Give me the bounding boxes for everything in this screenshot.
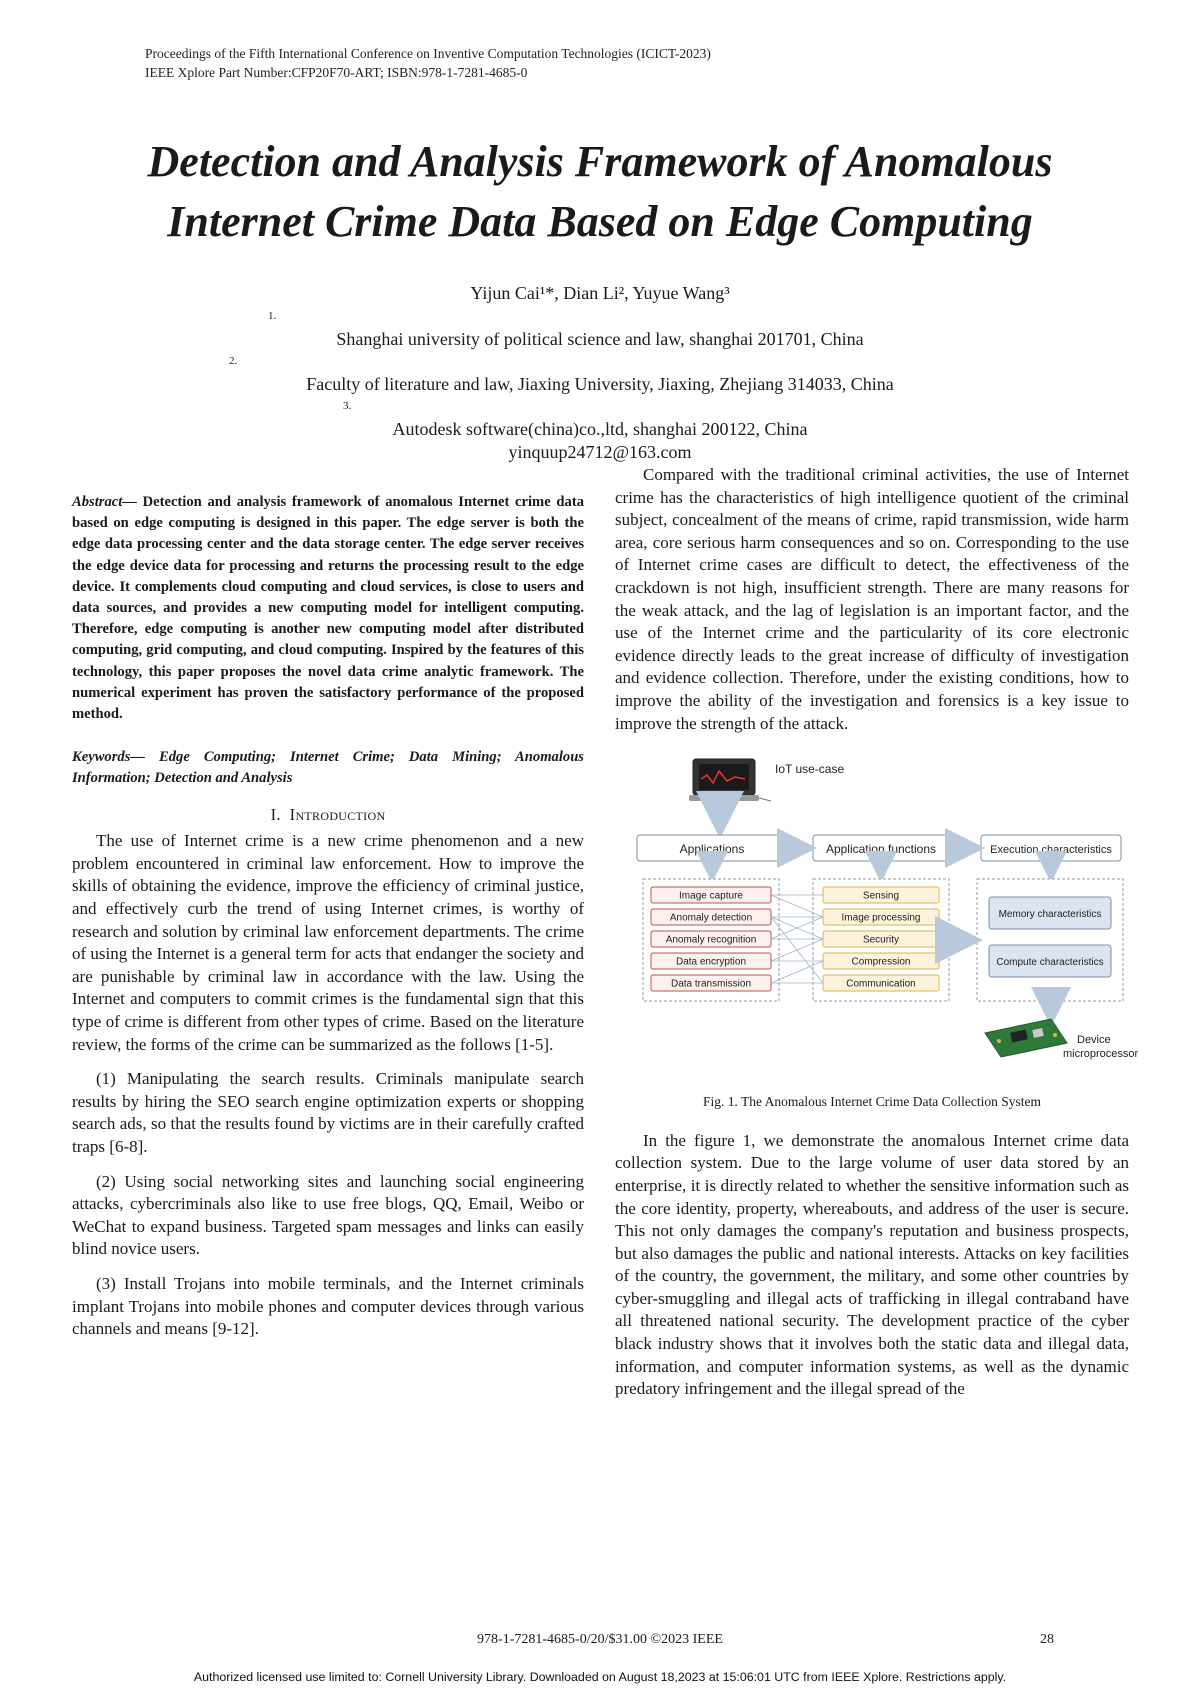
abstract-label: Abstract—: [72, 494, 137, 510]
affiliation-2: Faculty of literature and law, Jiaxing University, Jiaxing, Zhejiang 314033, China: [306, 374, 894, 394]
affiliation-3: Autodesk software(china)co.,ltd, shanghai 200122, China: [392, 419, 808, 439]
copyright-footer: 978-1-7281-4685-0/20/$31.00 ©2023 IEEE: [477, 1632, 723, 1647]
function-item-label: Sensing: [862, 890, 900, 902]
affiliation-number-1: 1.: [268, 310, 277, 322]
device-label: Device: [1077, 1034, 1111, 1047]
microprocessor-icon: [985, 1019, 1067, 1057]
keywords: [72, 747, 584, 789]
list-item: (3) Install Trojans into mobile terminals, and the Internet criminals implant Trojans into mobile phones and computer devices through various channels and means [9-12].: [72, 1273, 584, 1339]
compute-characteristics-text: Compute characteristics: [996, 957, 1104, 969]
title-line-2: Internet Crime Data Based on Edge Computing: [167, 197, 1033, 246]
application-item-label: Data transmission: [670, 978, 752, 990]
microprocessor-label: microprocessor: [1063, 1048, 1139, 1061]
function-item-label: Security: [862, 934, 900, 946]
characteristics-header-text: Execution characteristics: [990, 844, 1112, 857]
section-number: I.: [270, 804, 281, 824]
memory-characteristics-text: Memory characteristics: [998, 909, 1102, 921]
figure-diagram: [615, 749, 1139, 1089]
functions-header-text: Application functions: [825, 842, 937, 857]
application-item-label: Anomaly recognition: [665, 934, 757, 946]
abstract: [72, 492, 584, 725]
list-item: (1) Manipulating the search results. Criminals manipulate search results by hiring the SEO search engine optimization experts or shopping search ads, so that the results found by victims are in their carefully crafted traps [6-8].: [72, 1069, 584, 1156]
figure-caption: Fig. 1. The Anomalous Internet Crime Data Collection System: [703, 1094, 1041, 1110]
function-item-label: Communication: [846, 978, 916, 990]
figure-1: [615, 749, 1139, 1089]
page-number: 28: [1040, 1632, 1054, 1647]
list-item: (2) Using social networking sites and launching social engineering attacks, cybercriminals also like to use free blogs, QQ, Email, Weibo or WeChat to expand business. Targeted spam messages and links can easily blind novice users.: [72, 1171, 584, 1259]
intro-paragraph: The use of Internet crime is a new crime phenomenon and a new problem encountered in criminal law enforcement. How to improve the skills of obtaining the evidence, improve the efficiency of criminal justice, and effectively curb the trend of using Internet crimes, is worthy of research and solution by criminal law enforcement departments. The crime of using the Internet is a general term for acts that endanger the society and are punishable by criminal law in accordance with the law. Using the Internet and computers to commit crimes is the fundamental sign that this type of crime is different from other types of crime. Based on the literature review, the forms of the crime can be summarized as the follows [1-5].: [72, 831, 584, 1054]
application-item-label: Image capture: [679, 890, 743, 902]
email: yinquup24712@163.com: [508, 442, 692, 462]
license-notice: Authorized licensed use limited to: Cornell University Library. Downloaded on August 18,2023 at 15:06:01 UTC from IEEE Xplore. Restrictions apply.: [193, 1670, 1007, 1684]
abstract-text: Detection and analysis framework of anomalous Internet crime data based on edge computing is designed in this paper. The edge server is both the edge data processing center and the data storage center. The edge server receives the edge device data for processing and returns the processing result to the edge device. It complements cloud computing and cloud services, is close to users and data sources, and provides a new computing model for intelligent computing. Therefore, edge computing is another new computing model after distributed computing, grid computing, and cloud computing. Inspired by the features of this technology, this paper proposes the novel data crime analytic framework. The numerical experiment has proven the satisfactory performance of the proposed method.: [72, 494, 584, 723]
affiliation-1: Shanghai university of political science and law, shanghai 201701, China: [336, 329, 864, 349]
affiliation-number-3: 3.: [343, 400, 352, 412]
keywords-label: Keywords—: [72, 749, 145, 766]
right-paragraph-1: Compared with the traditional criminal activities, the use of Internet crime has the characteristics of high intelligence quotient of the criminal subject, concealment of the means of crime, rapid transmission, wide harm area, core serious harm consequences and so on. Corresponding to the use of Internet crime cases are difficult to detect, the effectiveness of the crackdown is not high, insufficient strength. There are many reasons for the weak attack, and the lag of legislation is an important factor, and the use of the Internet crime and the particularity of its core electronic evidence directly leads to the great increase of difficulty of investigation and evidence collection. Therefore, under the existing conditions, how to improve the ability of the investigation and forensics is a key issue to improve the strength of the attack.: [615, 465, 1129, 733]
proceedings-line: Proceedings of the Fifth International Conference on Inventive Computation Technologies (ICICT-2023): [145, 46, 711, 61]
paper-title: [60, 132, 1140, 252]
function-item-label: Image processing: [841, 912, 921, 924]
right-column: [615, 464, 1139, 1401]
proceedings-header: [145, 44, 711, 82]
section-heading: [72, 804, 584, 827]
application-item-label: Data encryption: [675, 956, 747, 968]
authors: Yijun Cai¹*, Dian Li², Yuyue Wang³: [470, 283, 730, 303]
applications-header-text: Applications: [679, 842, 745, 857]
iot-label: IoT use-case: [775, 762, 845, 777]
keywords-text: Edge Computing; Internet Crime; Data Mining; Anomalous Information; Detection and Analysis: [72, 749, 584, 787]
affiliation-number-2: 2.: [229, 355, 238, 367]
iot-device-icon: [689, 759, 771, 801]
right-paragraph-2: In the figure 1, we demonstrate the anomalous Internet crime data collection system. Due to the large volume of user data stored by an enterprise, it is directly related to whether the sensitive information such as the core identity, property, whereabouts, and address of the user is secure. This not only damages the company's reputation and business prospects, but also damages the public and national interests. Attacks on key facilities of the country, the government, the military, and some other countries by cyber-smuggling and illegal acts of trafficking in illegal contraband have all threatened national security. The development practice of the cyber black industry shows that it involves both the static data and illegal data, information, and computer information systems, as well as the dynamic predatory infringement and the illegal spread of the: [615, 1130, 1129, 1399]
application-item-label: Anomaly detection: [669, 912, 753, 924]
function-item-label: Compression: [851, 956, 911, 968]
left-column: [72, 464, 584, 1341]
isbn-line: IEEE Xplore Part Number:CFP20F70-ART; ISBN:978-1-7281-4685-0: [145, 65, 528, 80]
section-title: Introduction: [289, 804, 386, 824]
title-line-1: Detection and Analysis Framework of Anomalous: [147, 137, 1053, 186]
